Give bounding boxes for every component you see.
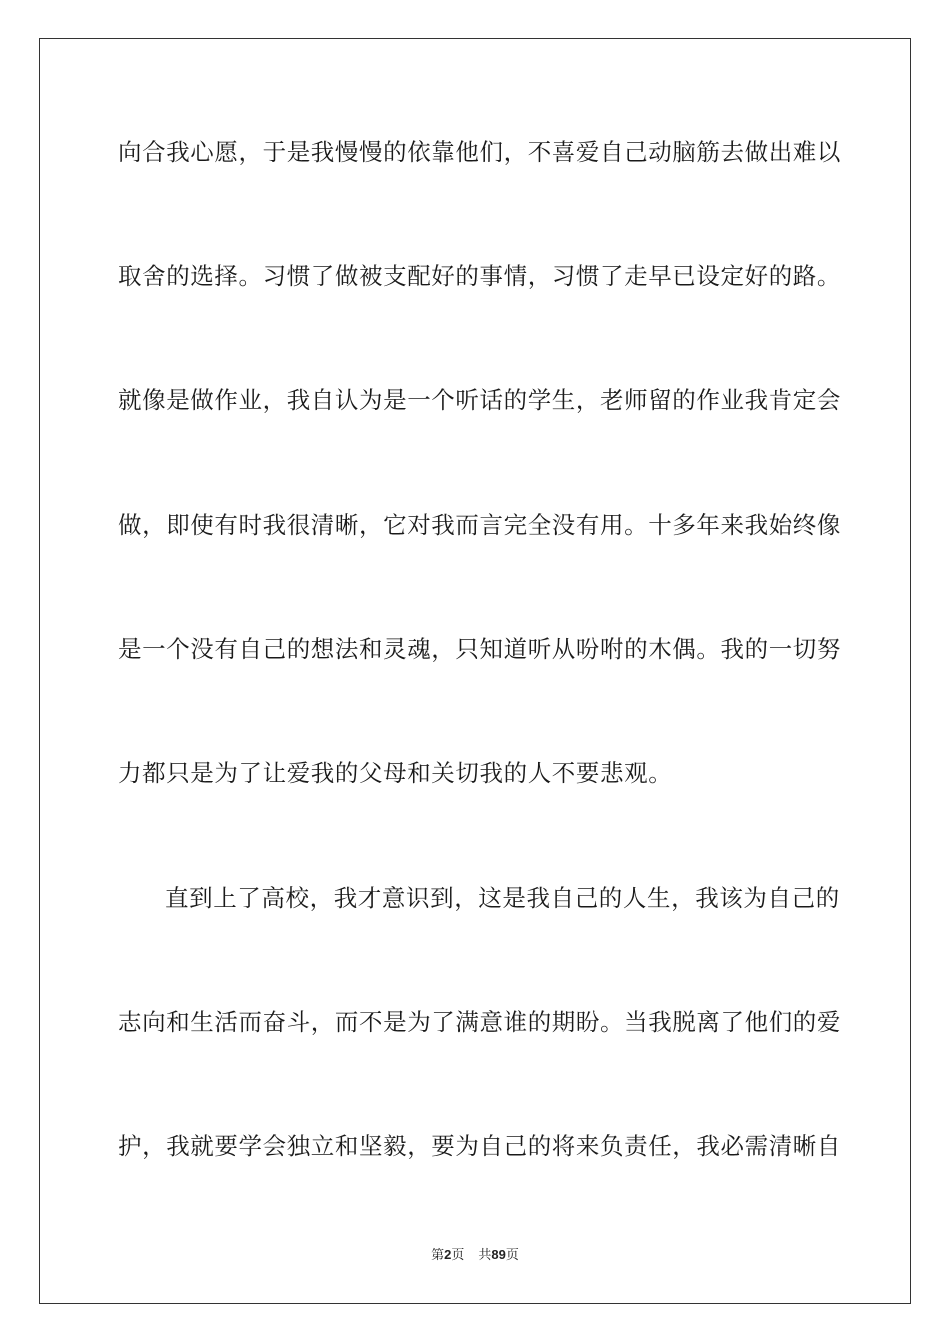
text-line: 力都只是为了让爱我的父母和关切我的人不要悲观。 — [118, 759, 673, 787]
total-pages-label: 共89页 — [478, 1247, 519, 1263]
page-number-label: 第2页 — [431, 1247, 465, 1263]
text-line: 是一个没有自己的想法和灵魂，只知道听从吩咐的木偶。我的一切努 — [118, 635, 841, 663]
page-frame — [39, 38, 911, 1304]
text-line: 志向和生活而奋斗，而不是为了满意谁的期盼。当我脱离了他们的爱 — [118, 1008, 841, 1036]
text-line-indented: 直到上了高校，我才意识到，这是我自己的人生，我该为自己的 — [165, 884, 840, 912]
page-footer — [0, 1246, 950, 1265]
text-line: 就像是做作业，我自认为是一个听话的学生，老师留的作业我肯定会 — [118, 386, 841, 414]
text-line: 取舍的选择。习惯了做被支配好的事情，习惯了走早已设定好的路。 — [118, 262, 841, 290]
text-line: 向合我心愿，于是我慢慢的依靠他们，不喜爱自己动脑筋去做出难以 — [118, 138, 841, 166]
text-line: 护，我就要学会独立和坚毅，要为自己的将来负责任，我必需清晰自 — [118, 1132, 841, 1160]
text-line: 做，即使有时我很清晰，它对我而言完全没有用。十多年来我始终像 — [118, 511, 841, 539]
